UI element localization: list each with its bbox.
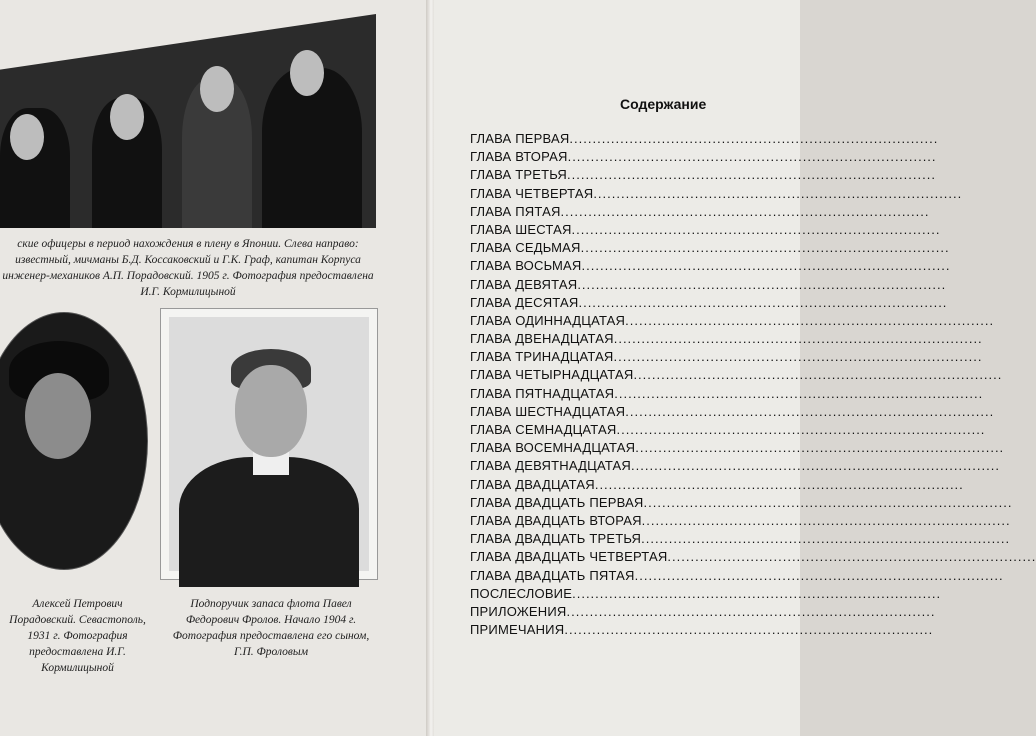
toc-leader-dots: ................................................................................ xyxy=(667,549,1036,565)
toc-leader-dots: ................................................................................ xyxy=(625,312,995,328)
toc-entry xyxy=(470,548,1036,566)
toc-leader-dots: ................................................................................ xyxy=(560,203,930,219)
toc-entry xyxy=(470,185,963,203)
toc-entry-label: ГЛАВА ПЕРВАЯ xyxy=(470,131,570,146)
toc-leader-dots: ................................................................................ xyxy=(641,512,1011,528)
officer-face xyxy=(200,66,234,112)
toc-entry-label: ГЛАВА ДЕСЯТАЯ xyxy=(470,294,579,310)
toc-leader-dots: ................................................................................ xyxy=(572,585,942,601)
toc-entry-label: ГЛАВА ПЯТНАДЦАТАЯ xyxy=(470,385,615,401)
toc-entry xyxy=(470,330,983,348)
toc-entry-label: ГЛАВА ПЯТАЯ xyxy=(470,203,561,219)
toc-entry-label: ГЛАВА ЧЕТЫРНАДЦАТАЯ xyxy=(470,367,634,383)
group-photo-caption: ские офицеры в период нахождения в плену в Японии. Слева направо: известный, мичманы Б.Д. Коссаковский и Г.К. Граф, капитан Корпуса инженер-механиков А.П. Порадовский. 1905 г. Фотография предоставлена И.Г. Кормилицыной xyxy=(2,238,374,298)
toc-entry-label: ГЛАВА ДВАДЦАТЬ ВТОРАЯ xyxy=(470,512,642,528)
toc-entry xyxy=(470,312,995,330)
toc-entry-label: ГЛАВА ВОСЬМАЯ xyxy=(470,258,582,274)
toc-entry-label: ГЛАВА ДВАДЦАТЬ ПЕРВАЯ xyxy=(470,494,644,510)
toc-entry-label: ГЛАВА ДВАДЦАТЬ ТРЕТЬЯ xyxy=(470,531,642,547)
toc-entry xyxy=(470,585,942,603)
toc-entry xyxy=(470,276,947,294)
frolov-portrait xyxy=(169,317,369,571)
toc-leader-dots: ................................................................................ xyxy=(581,258,951,274)
toc-entry xyxy=(470,421,986,439)
toc-entry xyxy=(470,439,1005,457)
toc-entry-label: ГЛАВА СЕДЬМАЯ xyxy=(470,240,581,256)
toc-leader-dots: ................................................................................ xyxy=(577,276,947,292)
toc-entry xyxy=(470,239,950,257)
toc-entry xyxy=(470,603,936,621)
toc-entry xyxy=(470,148,937,166)
toc-entry xyxy=(470,530,1011,548)
toc-entry xyxy=(470,476,964,494)
group-photo xyxy=(0,14,376,228)
toc-entry-label: ГЛАВА СЕМНАДЦАТАЯ xyxy=(470,422,617,437)
toc-leader-dots: ................................................................................ xyxy=(634,567,1004,583)
portrait-face xyxy=(235,365,307,457)
toc-entry-label: ГЛАВА ДЕВЯТАЯ xyxy=(470,276,578,292)
toc-leader-dots: ................................................................................ xyxy=(631,458,1000,474)
officer-face xyxy=(290,50,324,96)
toc-leader-dots: ................................................................................ xyxy=(593,185,963,201)
toc-entry-label: ГЛАВА ТРИНАДЦАТАЯ xyxy=(470,349,614,365)
toc-leader-dots: ................................................................................ xyxy=(643,494,1013,510)
toc-leader-dots: ................................................................................ xyxy=(616,422,986,437)
toc-leader-dots: ................................................................................ xyxy=(625,403,995,419)
toc-entry-label: ГЛАВА ДВАДЦАТЬ ПЯТАЯ xyxy=(470,567,635,583)
toc-leader-dots: ................................................................................ xyxy=(614,385,984,401)
toc-entry-label: ГЛАВА ОДИННАДЦАТАЯ xyxy=(470,312,626,328)
left-page xyxy=(0,0,428,736)
toc-entry xyxy=(470,621,934,639)
toc-entry-label: ПРИМЕЧАНИЯ xyxy=(470,622,565,638)
toc-entry-label: ГЛАВА ТРЕТЬЯ xyxy=(470,167,567,183)
toc-entry xyxy=(470,348,983,366)
toc-leader-dots: ................................................................................ xyxy=(613,349,983,365)
toc-entry-label: ГЛАВА ЧЕТВЕРТАЯ xyxy=(470,185,594,201)
toc-entry-label: ГЛАВА ВОСЕМНАДЦАТАЯ xyxy=(470,440,636,456)
toc-entry xyxy=(470,567,1004,585)
toc-entry-label: ГЛАВА ШЕСТНАДЦАТАЯ xyxy=(470,403,626,419)
toc-entry xyxy=(470,294,948,312)
toc-entry xyxy=(470,457,1000,475)
toc-leader-dots: ................................................................................ xyxy=(567,149,937,165)
toc-entry-label: ГЛАВА ВТОРАЯ xyxy=(470,149,568,165)
toc-entry xyxy=(470,130,939,148)
toc-leader-dots: ................................................................................ xyxy=(569,131,939,146)
toc-entry-label: ГЛАВА ДЕВЯТНАДЦАТАЯ xyxy=(470,458,632,474)
toc-entry xyxy=(470,166,936,184)
poradovsky-portrait xyxy=(0,312,148,570)
toc-leader-dots: ................................................................................ xyxy=(635,440,1005,456)
toc-leader-dots: ................................................................................ xyxy=(580,240,950,256)
toc-entry xyxy=(470,385,984,403)
table-of-contents xyxy=(470,130,1036,639)
toc-leader-dots: ................................................................................ xyxy=(641,531,1011,547)
toc-entry xyxy=(470,494,1013,512)
toc-entry xyxy=(470,221,941,239)
toc-leader-dots: ................................................................................ xyxy=(567,167,936,183)
toc-entry xyxy=(470,203,930,221)
toc-leader-dots: ................................................................................ xyxy=(613,331,983,347)
poradovsky-caption: Алексей Петрович Порадовский. Севастополь, 1931 г. Фотография предоставлена И.Г. Кормилицыной xyxy=(9,598,146,674)
toc-leader-dots: ................................................................................ xyxy=(571,221,941,237)
officer-face xyxy=(110,94,144,140)
toc-leader-dots: ................................................................................ xyxy=(578,294,948,310)
toc-entry-label: ГЛАВА ДВЕНАДЦАТАЯ xyxy=(470,331,614,347)
toc-heading: Содержание xyxy=(620,96,707,112)
toc-entry-label: ПРИЛОЖЕНИЯ xyxy=(470,603,567,619)
uniform xyxy=(179,457,359,587)
toc-entry-label: ГЛАВА ДВАДЦАТАЯ xyxy=(470,476,595,492)
toc-entry xyxy=(470,366,1003,384)
toc-entry xyxy=(470,257,951,275)
toc-leader-dots: ................................................................................ xyxy=(566,603,936,619)
toc-entry xyxy=(470,403,995,421)
toc-entry-label: ПОСЛЕСЛОВИЕ xyxy=(470,585,573,601)
toc-entry xyxy=(470,512,1011,530)
toc-entry-label: ГЛАВА ДВАДЦАТЬ ЧЕТВЕРТАЯ xyxy=(470,549,668,565)
toc-leader-dots: ................................................................................ xyxy=(594,476,964,492)
frolov-caption: Подпоручик запаса флота Павел Федорович Фролов. Начало 1904 г. Фотография предоставлена его сыном, Г.П. Фроловым xyxy=(172,598,370,658)
frolov-portrait-frame xyxy=(160,308,378,580)
toc-leader-dots: ................................................................................ xyxy=(633,367,1003,383)
officer-face xyxy=(10,114,44,160)
toc-entry-label: ГЛАВА ШЕСТАЯ xyxy=(470,221,572,237)
portrait-face xyxy=(25,373,91,459)
toc-leader-dots: ................................................................................ xyxy=(564,622,934,638)
